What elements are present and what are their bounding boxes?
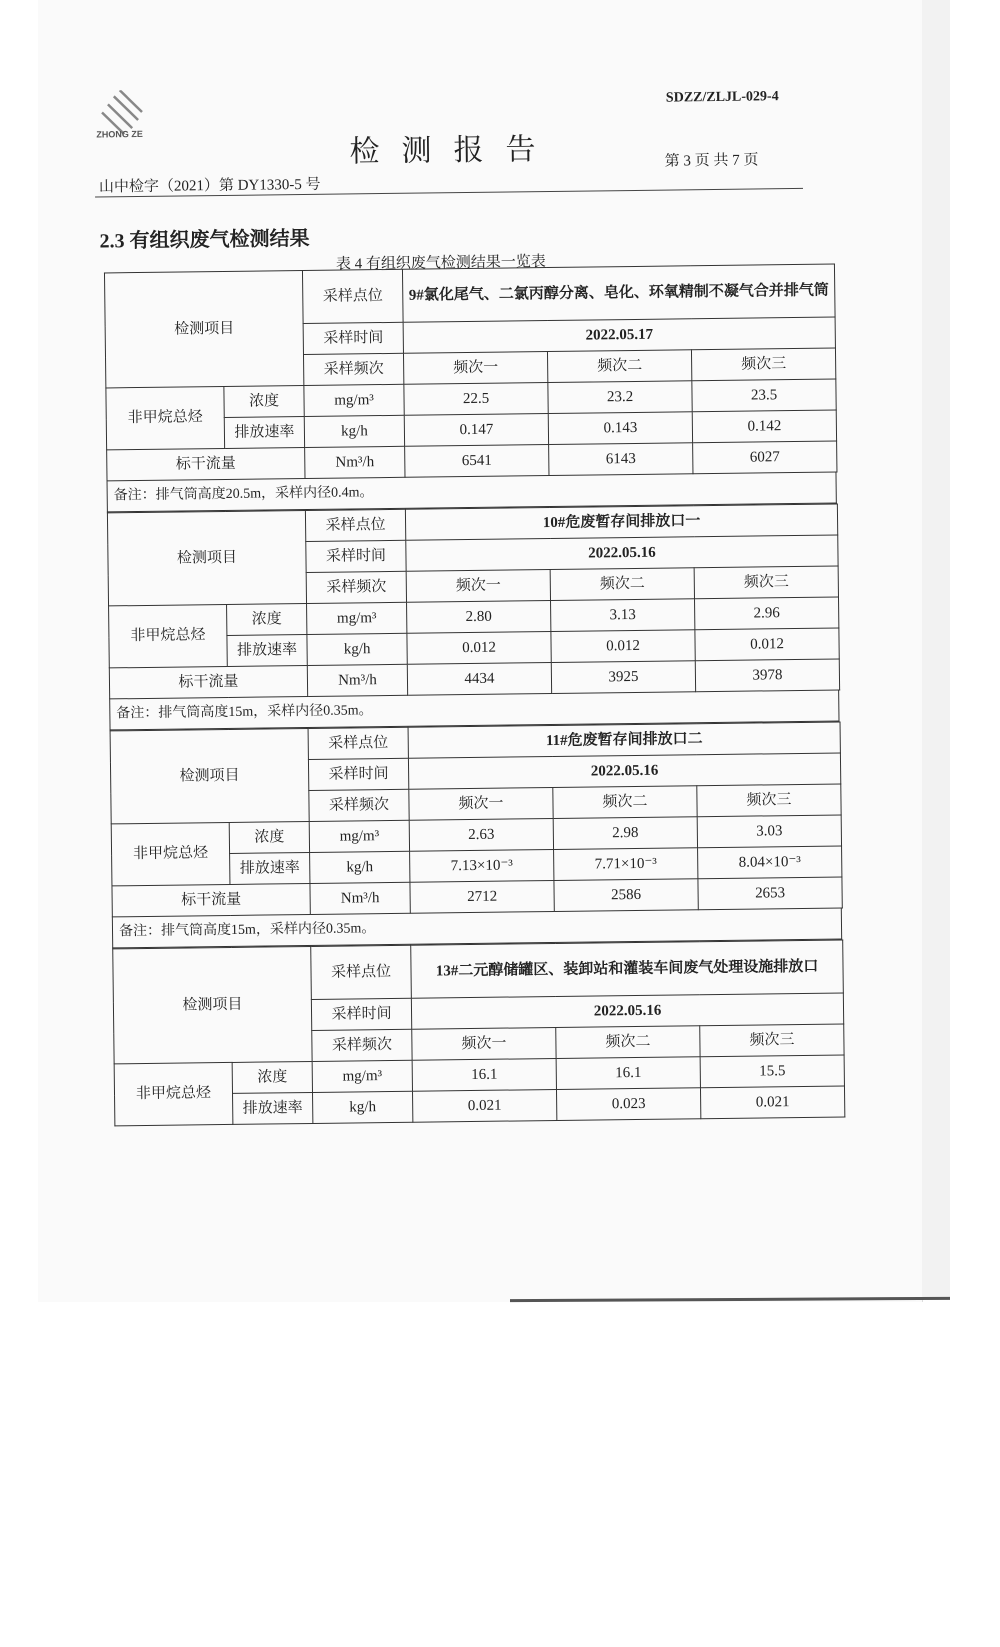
- sampling-time-label: 采样时间: [306, 540, 406, 572]
- concentration-value: 3.03: [697, 815, 841, 848]
- sampling-frequency-label: 采样频次: [312, 1029, 412, 1061]
- pollutant-label: 非甲烷总烃: [106, 386, 225, 449]
- sampling-point-label: 采样点位: [302, 269, 403, 323]
- table-caption: 表 4 有组织废气检测结果一览表: [335, 254, 546, 273]
- sampling-point-value: 10#危废暂存间排放口一: [405, 504, 837, 540]
- item-header: 检测项目: [107, 511, 306, 606]
- flow-value: 6143: [549, 443, 693, 476]
- item-header: 检测项目: [113, 946, 312, 1063]
- flow-value: 2653: [698, 877, 842, 910]
- emission-rate-label: 排放速率: [233, 1092, 313, 1124]
- frequency-header: 频次三: [691, 348, 835, 381]
- logo-text: ZHONG ZE: [96, 128, 143, 140]
- report-title: 检测报告: [349, 132, 558, 169]
- concentration-value: 16.1: [412, 1058, 556, 1091]
- sampling-date: 2022.05.16: [408, 753, 840, 789]
- flow-unit: Nm³/h: [305, 446, 405, 478]
- frequency-header: 频次一: [406, 570, 550, 603]
- flow-value: 2712: [410, 880, 554, 913]
- flow-value: 6541: [405, 445, 549, 478]
- flow-label: 标干流量: [112, 883, 310, 916]
- flow-label: 标干流量: [107, 448, 305, 481]
- sampling-time-label: 采样时间: [311, 998, 411, 1030]
- emission-rate-value: 8.04×10⁻³: [698, 846, 842, 879]
- section-title: 2.3 有组织废气检测结果: [99, 227, 310, 253]
- flow-value: 3925: [551, 661, 695, 694]
- frequency-header: 频次二: [547, 350, 691, 383]
- emission-rate-value: 0.147: [404, 414, 548, 447]
- item-header: 检测项目: [104, 271, 303, 388]
- frequency-header: 频次一: [409, 788, 553, 821]
- pollutant-label: 非甲烷总烃: [109, 604, 228, 667]
- sampling-point-value: 13#二元醇储罐区、装卸站和灌装车间废气处理设施排放口: [411, 940, 844, 998]
- concentration-value: 2.80: [407, 601, 551, 634]
- table-note: 备注：排气筒高度15m，采样内径0.35m。: [109, 690, 839, 730]
- frequency-header: 频次二: [550, 568, 694, 601]
- pollutant-label: 非甲烷总烃: [114, 1062, 233, 1125]
- item-header: 检测项目: [110, 728, 309, 823]
- flow-label: 标干流量: [109, 665, 307, 698]
- frequency-header: 频次一: [412, 1027, 556, 1060]
- concentration-value: 2.96: [695, 597, 839, 630]
- sampling-point-value: 11#危废暂存间排放口二: [408, 722, 840, 758]
- sampling-time-label: 采样时间: [308, 758, 408, 790]
- emission-rate-value: 7.71×10⁻³: [554, 848, 698, 881]
- concentration-value: 22.5: [404, 383, 548, 416]
- flow-value: 4434: [407, 663, 551, 696]
- results-table: [112, 939, 845, 1126]
- emission-rate-value: 0.021: [413, 1089, 557, 1122]
- emission-rate-value: 0.023: [557, 1088, 701, 1121]
- concentration-label: 浓度: [224, 386, 304, 418]
- results-table: [110, 721, 843, 917]
- emission-rate-label: 排放速率: [227, 634, 307, 666]
- flow-value: 2586: [554, 879, 698, 912]
- concentration-value: 23.5: [692, 379, 836, 412]
- concentration-unit: mg/m³: [304, 384, 404, 416]
- pollutant-label: 非甲烷总烃: [111, 822, 230, 885]
- sampling-frequency-label: 采样频次: [309, 789, 409, 821]
- emission-rate-unit: kg/h: [313, 1091, 413, 1123]
- emission-rate-value: 0.012: [695, 628, 839, 661]
- flow-unit: Nm³/h: [310, 882, 410, 914]
- concentration-value: 23.2: [548, 381, 692, 414]
- flow-unit: Nm³/h: [307, 664, 407, 696]
- concentration-unit: mg/m³: [312, 1060, 412, 1092]
- sampling-point-label: 采样点位: [305, 509, 405, 541]
- scan-margin: [922, 0, 950, 1300]
- flow-value: 3978: [695, 659, 839, 692]
- document-code: SDZZ/ZLJL-029-4: [665, 89, 779, 106]
- emission-rate-value: 0.143: [548, 412, 692, 445]
- concentration-label: 浓度: [227, 603, 307, 635]
- sampling-frequency-label: 采样频次: [304, 353, 404, 385]
- sampling-frequency-label: 采样频次: [306, 571, 406, 603]
- results-tables: [104, 264, 844, 1127]
- results-table: [104, 264, 838, 482]
- sampling-point-label: 采样点位: [308, 727, 408, 759]
- sampling-date: 2022.05.16: [406, 535, 838, 571]
- emission-rate-label: 排放速率: [224, 417, 304, 449]
- table-note: 备注：排气筒高度15m，采样内径0.35m。: [112, 908, 842, 948]
- flow-value: 6027: [693, 441, 837, 474]
- sampling-date: 2022.05.17: [403, 317, 835, 353]
- concentration-value: 3.13: [551, 599, 695, 632]
- table-note: 备注：排气筒高度20.5m，采样内径0.4m。: [107, 473, 837, 513]
- emission-rate-value: 0.142: [692, 410, 836, 443]
- frequency-header: 频次三: [697, 784, 841, 817]
- frequency-header: 频次三: [700, 1024, 844, 1057]
- frequency-header: 频次一: [403, 352, 547, 385]
- sampling-date: 2022.05.16: [411, 993, 843, 1029]
- emission-rate-value: 7.13×10⁻³: [410, 849, 554, 882]
- emission-rate-unit: kg/h: [307, 633, 407, 665]
- frequency-header: 频次三: [694, 566, 838, 599]
- concentration-unit: mg/m³: [307, 602, 407, 634]
- results-table: [107, 503, 840, 699]
- emission-rate-value: 0.012: [551, 630, 695, 663]
- concentration-label: 浓度: [229, 821, 309, 853]
- emission-rate-unit: kg/h: [310, 851, 410, 883]
- emission-rate-value: 0.021: [700, 1086, 844, 1119]
- emission-rate-value: 0.012: [407, 632, 551, 665]
- concentration-label: 浓度: [232, 1061, 312, 1093]
- concentration-value: 15.5: [700, 1055, 844, 1088]
- report-number: 山中检字（2021）第 DY1330-5 号: [98, 176, 321, 196]
- emission-rate-unit: kg/h: [304, 415, 404, 447]
- page-info: 第 3 页 共 7 页: [664, 152, 759, 170]
- frequency-header: 频次二: [556, 1026, 700, 1059]
- concentration-value: 16.1: [556, 1057, 700, 1090]
- concentration-value: 2.98: [553, 817, 697, 850]
- concentration-value: 2.63: [409, 818, 553, 851]
- frequency-header: 频次二: [553, 786, 697, 819]
- sampling-point-label: 采样点位: [311, 945, 412, 999]
- sampling-point-value: 9#氯化尾气、二氯丙醇分离、皂化、环氧精制不凝气合并排气筒: [402, 264, 835, 322]
- concentration-unit: mg/m³: [309, 820, 409, 852]
- sampling-time-label: 采样时间: [303, 322, 403, 354]
- emission-rate-label: 排放速率: [230, 852, 310, 884]
